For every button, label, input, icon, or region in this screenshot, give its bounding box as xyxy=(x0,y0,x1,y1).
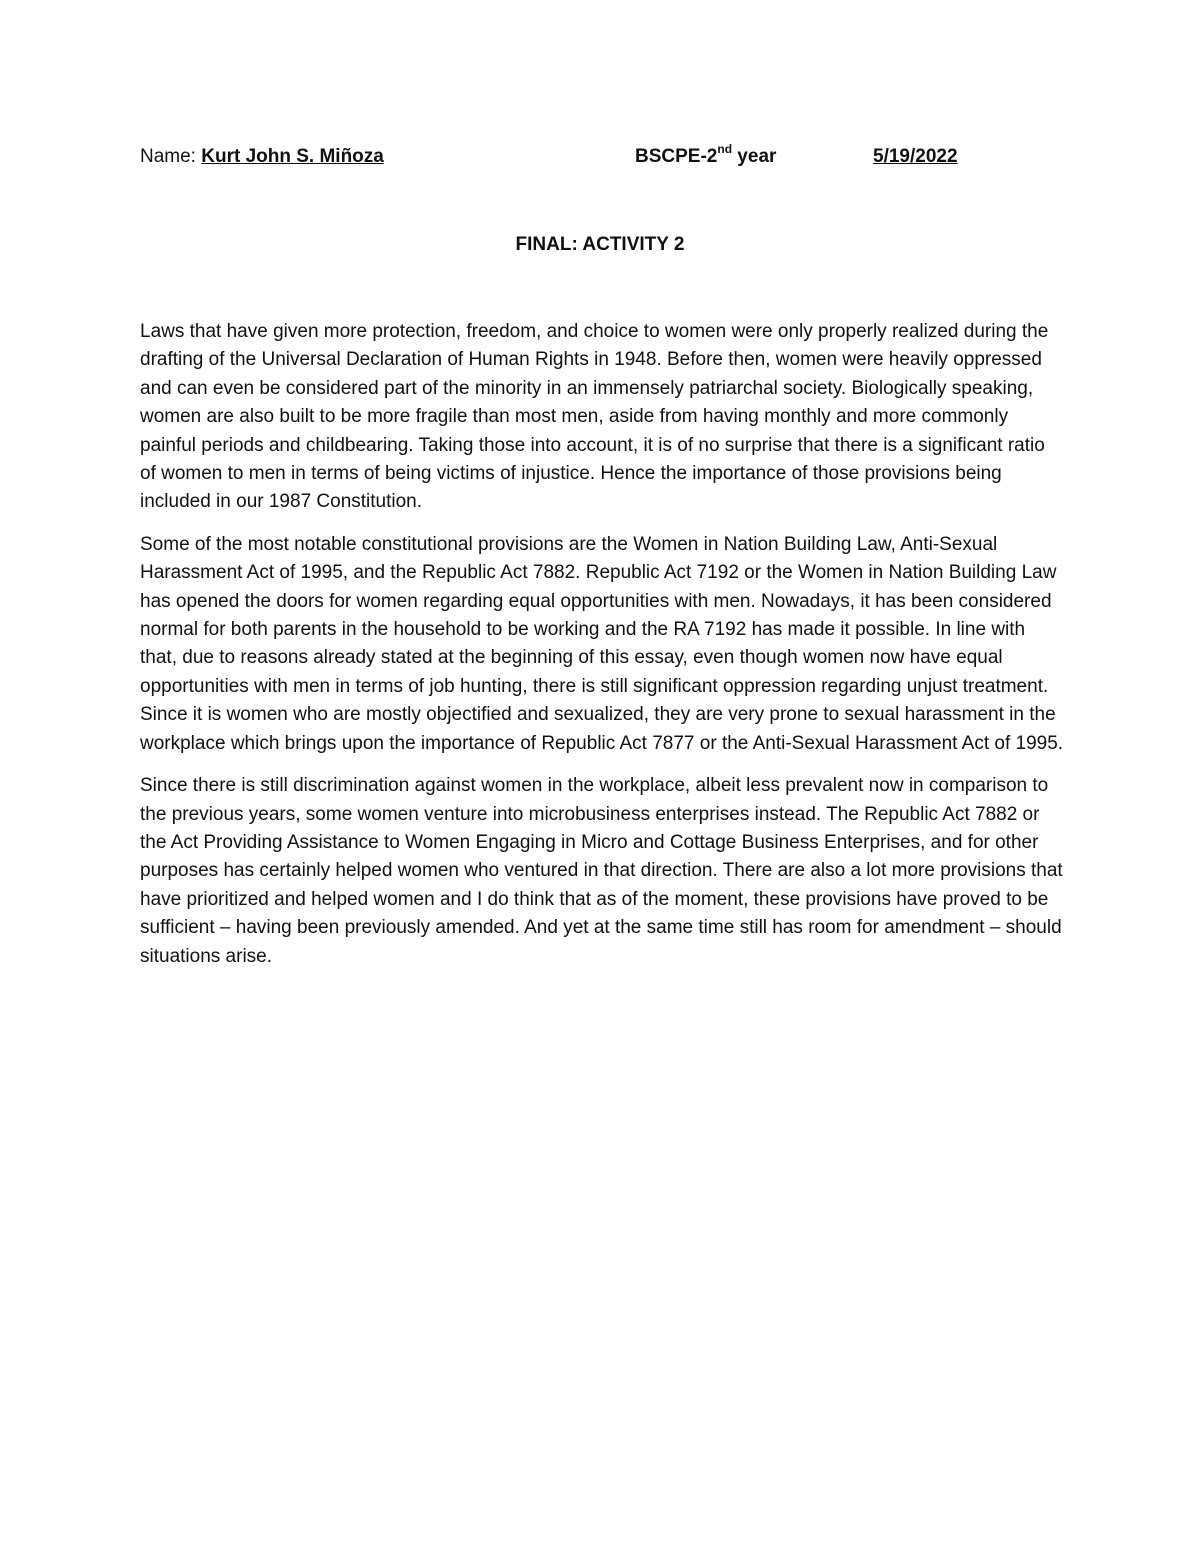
paragraph-3: Since there is still discrimination against women in the workplace, albeit less prevalent now in comparison to the previous years, some women venture into microbusiness enterprises instead. The Republic Act 7882 or the Act Providing Assistance to Women Engaging in Micro and Cottage Business Enterprises, and for other purposes has certainly helped women who ventured in that direction. There are also a lot more provisions that have prioritized and helped women and I do think that as of the moment, these provisions have proved to be sufficient – having been previously amended. And yet at the same time still has room for amendment – should situations arise. xyxy=(140,775,1063,967)
paragraph-1: Laws that have given more protection, freedom, and choice to women were only properly realized during the drafting of the Universal Declaration of Human Rights in 1948. Before then, women were heavily oppressed and can even be considered part of the minority in an immensely patriarchal society. Biologically speaking, women are also built to be more fragile than most men, aside from having monthly and more commonly painful periods and childbearing. Taking those into account, it is of no surprise that there is a significant ratio of women to men in terms of being victims of injustice. Hence the importance of those provisions being included in our 1987 Constitution. xyxy=(140,321,1049,513)
submission-date: 5/19/2022 xyxy=(873,146,958,167)
course-superscript: nd xyxy=(717,141,733,156)
name-value: Kurt John S. Miñoza xyxy=(201,146,384,167)
name-label: Name: xyxy=(140,146,202,167)
student-name xyxy=(140,143,384,171)
header-row xyxy=(140,143,1020,173)
document-body xyxy=(140,318,1065,985)
paragraph-2: Some of the most notable constitutional provisions are the Women in Nation Building Law, Anti-Sexual Harassment Act of 1995, and the Republic Act 7882. Republic Act 7192 or the Women in Nation Building Law has opened the doors for women regarding equal opportunities with men. Nowadays, it has been considered normal for both parents in the household to be working and the RA 7192 has made it possible. In line with that, due to reasons already stated at the beginning of this essay, even though women now have equal opportunities with men in terms of job hunting, there is still significant oppression regarding unjust treatment. Since it is women who are mostly objectified and sexualized, they are very prone to sexual harassment in the workplace which brings upon the importance of Republic Act 7877 or the Anti-Sexual Harassment Act of 1995. xyxy=(140,533,1064,754)
course-suffix: year xyxy=(732,146,777,167)
course-prefix: BSCPE-2 xyxy=(635,146,718,167)
course-year xyxy=(635,143,776,171)
document-title: FINAL: ACTIVITY 2 xyxy=(515,234,685,255)
